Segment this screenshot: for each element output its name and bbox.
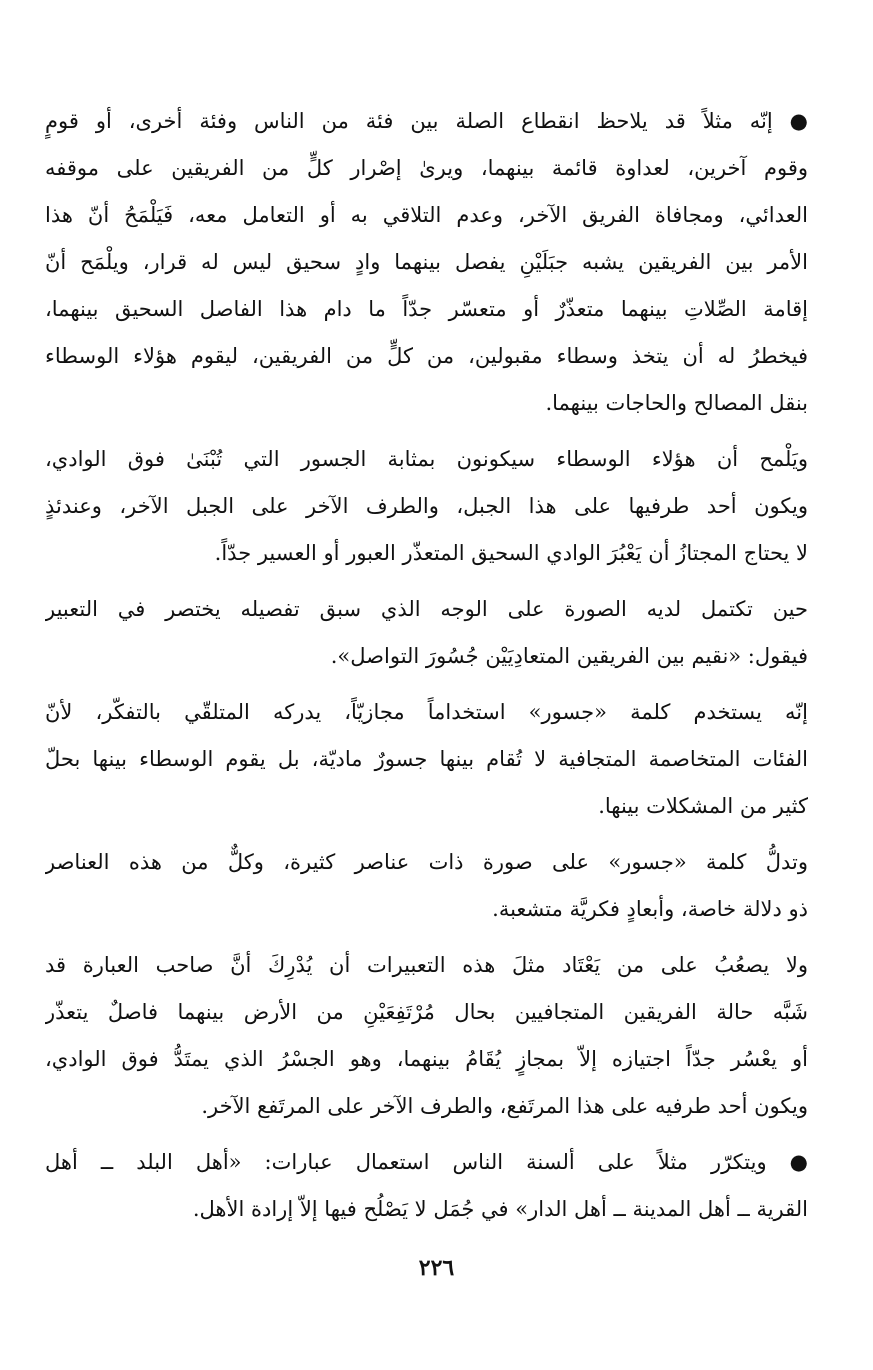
text-line: العدائي، ومجافاة الفريق الآخر، وعدم التلاقي به أو التعامل معه، فَيَلْمَحُ أنّ هذا bbox=[45, 203, 808, 227]
text-line: ويَلْمح أن هؤلاء الوسطاء سيكونون بمثابة الجسور التي تُبْنَىٰ فوق الوادي، bbox=[45, 447, 808, 471]
text-line: ويكون أحد طرفيه على هذا المرتَفع، والطرف الآخر على المرتَفع الآخر. bbox=[201, 1094, 808, 1118]
paragraph-1 bbox=[45, 98, 808, 427]
text-line: حين تكتمل لديه الصورة على الوجه الذي سبق تفصيله يختصر في التعبير bbox=[45, 597, 808, 621]
text-line: لا يحتاج المجتازُ أن يَعْبُرَ الوادي السحيق المتعذّر العبور أو العسير جدّاً. bbox=[214, 541, 808, 565]
paragraph-7 bbox=[45, 1139, 808, 1233]
text-line: كثير من المشكلات بينها. bbox=[598, 794, 808, 818]
paragraph-2 bbox=[45, 436, 808, 577]
text-line: بنقل المصالح والحاجات بينهما. bbox=[545, 391, 808, 415]
text-line: إنّه يستخدم كلمة «جسور» استخداماً مجازيّاً، يدركه المتلقّي بالتفكّر، لأنّ bbox=[45, 700, 808, 724]
text-line: شَبَّه حالة الفريقين المتجافيين بحال مُرْتَفِعَيْنِ من الأرض بينهما فاصلٌ يتعذّر bbox=[45, 1000, 808, 1024]
text-line: الفئات المتخاصمة المتجافية لا تُقام بينها جسورٌ ماديّة، بل يقوم الوسطاء بينها بحلّ bbox=[45, 747, 808, 771]
text-line: وتدلُّ كلمة «جسور» على صورة ذات عناصر كثيرة، وكلٌّ من هذه العناصر bbox=[45, 850, 808, 874]
paragraph-6 bbox=[45, 942, 808, 1130]
paragraph-4 bbox=[45, 689, 808, 830]
text-line: ولا يصعُبُ على من يَعْتَاد مثلَ هذه التعبيرات أن يُدْرِكَ أنَّ صاحب العبارة قد bbox=[45, 953, 808, 977]
text-line: ذو دلالة خاصة، وأبعادٍ فكريَّة متشعبة. bbox=[492, 897, 808, 921]
page-text bbox=[45, 98, 808, 1242]
text-line: الأمر بين الفريقين يشبه جبَلَيْنِ يفصل بينهما وادٍ سحيق ليس له قرار، ويلْمَح أنّ bbox=[45, 250, 808, 274]
text-line: فيقول: «نقيم بين الفريقين المتعادِيَيْن جُسُورَ التواصل». bbox=[330, 644, 808, 668]
text-line: إقامة الصِّلاتِ بينهما متعذّرٌ أو متعسّر جدّاً ما دام هذا الفاصل السحيق بينهما، bbox=[45, 297, 808, 321]
text-line: ● إنّه مثلاً قد يلاحظ انقطاع الصلة بين فئة من الناس وفئة أخرى، أو قومٍ bbox=[45, 109, 808, 133]
text-line: ● ويتكرّر مثلاً على ألسنة الناس استعمال عبارات: «أهل البلد ــ أهل bbox=[45, 1150, 808, 1174]
text-line: وقوم آخرين، لعداوة قائمة بينهما، ويرىٰ إصْرار كلٍّ من الفريقين على موقفه bbox=[45, 156, 808, 180]
text-line: ويكون أحد طرفيها على هذا الجبل، والطرف الآخر على الجبل الآخر، وعندئذٍ bbox=[45, 494, 808, 518]
paragraph-3 bbox=[45, 586, 808, 680]
text-line: فيخطرُ له أن يتخذ وسطاء مقبولين، من كلٍّ من الفريقين، ليقوم هؤلاء الوسطاء bbox=[45, 344, 808, 368]
paragraph-5 bbox=[45, 839, 808, 933]
text-line: أو يعْسُر جدّاً اجتيازه إلاّ بمجازٍ يُقَامُ بينهما، وهو الجسْرُ الذي يمتَدُّ فوق الوادي، bbox=[45, 1047, 808, 1071]
text-line: القرية ــ أهل المدينة ــ أهل الدار» في جُمَل لا يَصْلُح فيها إلاّ إرادة الأهل. bbox=[192, 1197, 808, 1221]
page-number: ٢٢٦ bbox=[418, 1255, 455, 1281]
